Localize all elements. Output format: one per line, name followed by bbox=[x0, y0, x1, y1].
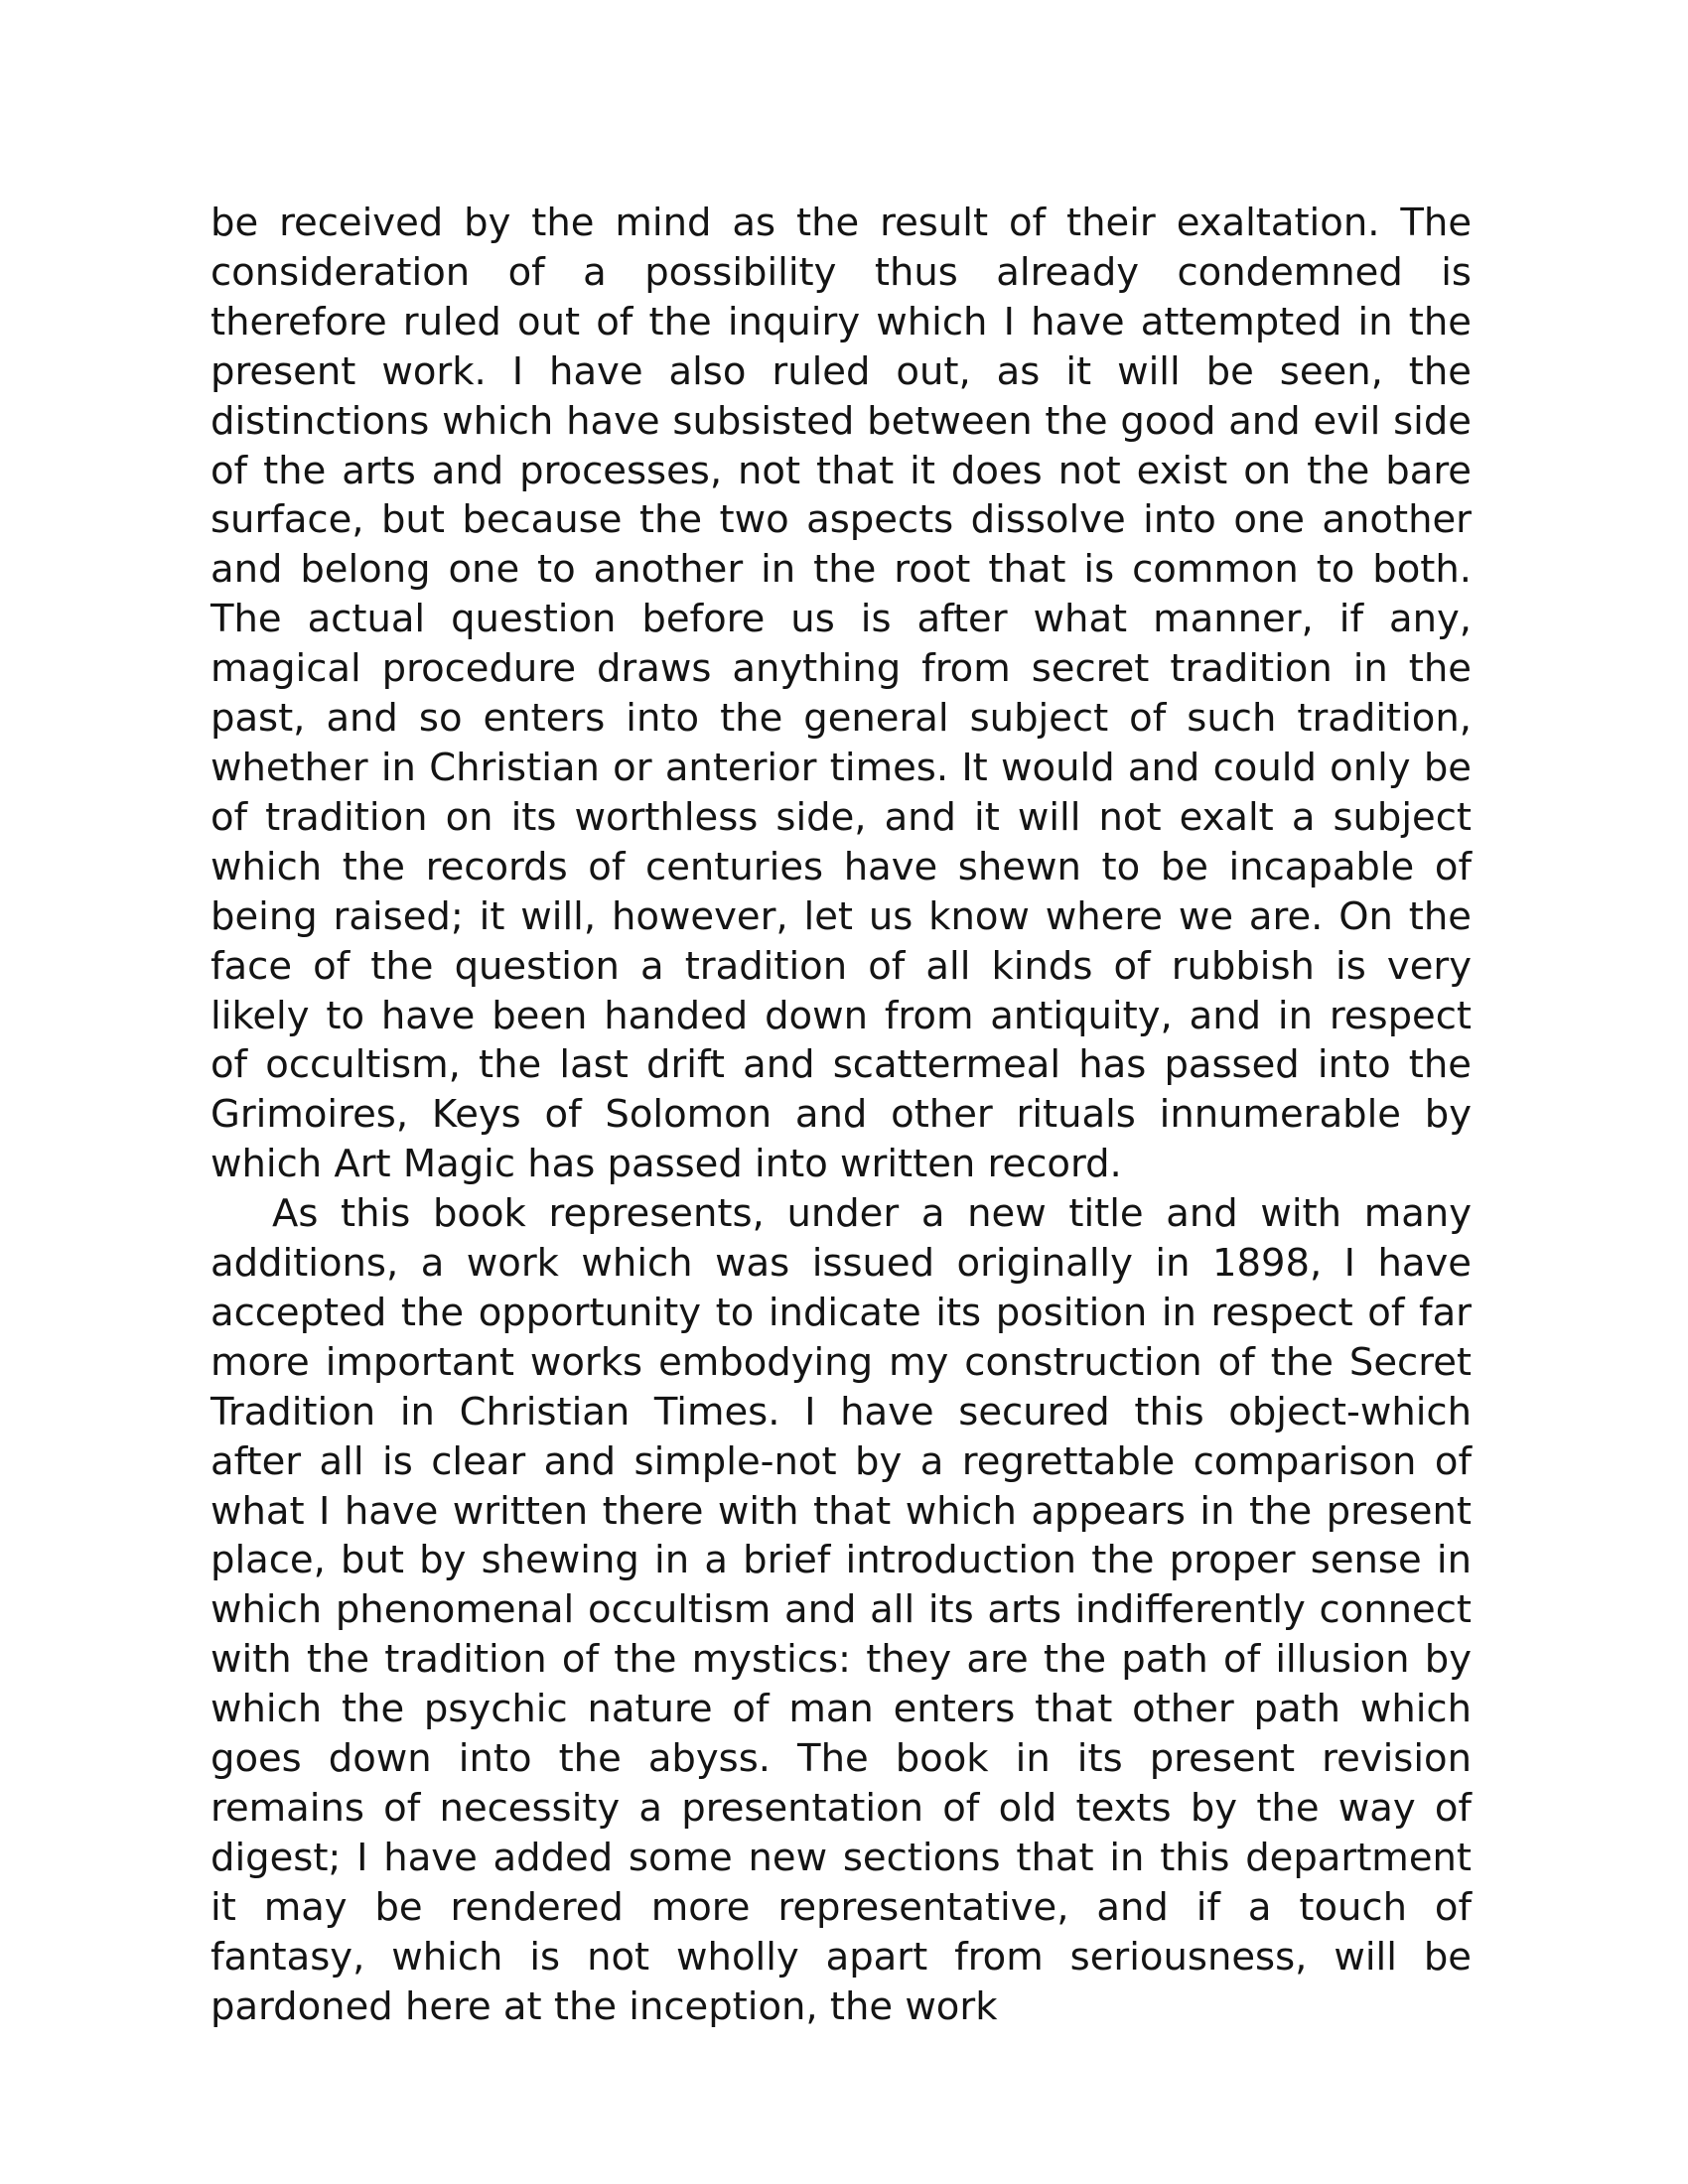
paragraph-continuation: be received by the mind as the result of their exaltation. The consideration of a possibility thus already condemned is therefore ruled out of the inquiry which I have attempted in the present work. I have also ruled out, as it will be seen, the distinctions which have subsisted between the good and evil side of the arts and processes, not that it does not exist on the bare surface, but because the two aspects dissolve into one another and belong one to another in the root that is common to both. The actual question before us is after what manner, if any, magical procedure draws anything from secret tradition in the past, and so enters into the general subject of such tradition, whether in Christian or anterior times. It would and could only be of tradition on its worthless side, and it will not exalt a subject which the records of centuries have shewn to be incapable of being raised; it will, however, let us know where we are. On the face of the question a tradition of all kinds of rubbish is very likely to have been handed down from antiquity, and in respect of occultism, the last drift and scattermeal has passed into the Grimoires, Keys of Solomon and other rituals innumerable by which Art Magic has passed into written record. bbox=[211, 201, 1472, 1187]
page-body bbox=[211, 199, 1472, 2032]
paragraph-new-title: As this book represents, under a new title and with many additions, a work which was issued originally in 1898, I have accepted the opportunity to indicate its position in respect of far more important works embodying my construction of the Secret Tradition in Christian Times. I have secured this object-which after all is clear and simple-not by a regrettable comparison of what I have written there with that which appears in the present place, but by shewing in a brief introduction the proper sense in which phenomenal occultism and all its arts indifferently connect with the tradition of the mystics: they are the path of illusion by which the psychic nature of man enters that other path which goes down into the abyss. The book in its present revision remains of necessity a presentation of old texts by the way of digest; I have added some new sections that in this department it may be rendered more representative, and if a touch of fantasy, which is not wholly apart from seriousness, will be pardoned here at the inception, the work bbox=[211, 1191, 1472, 2029]
